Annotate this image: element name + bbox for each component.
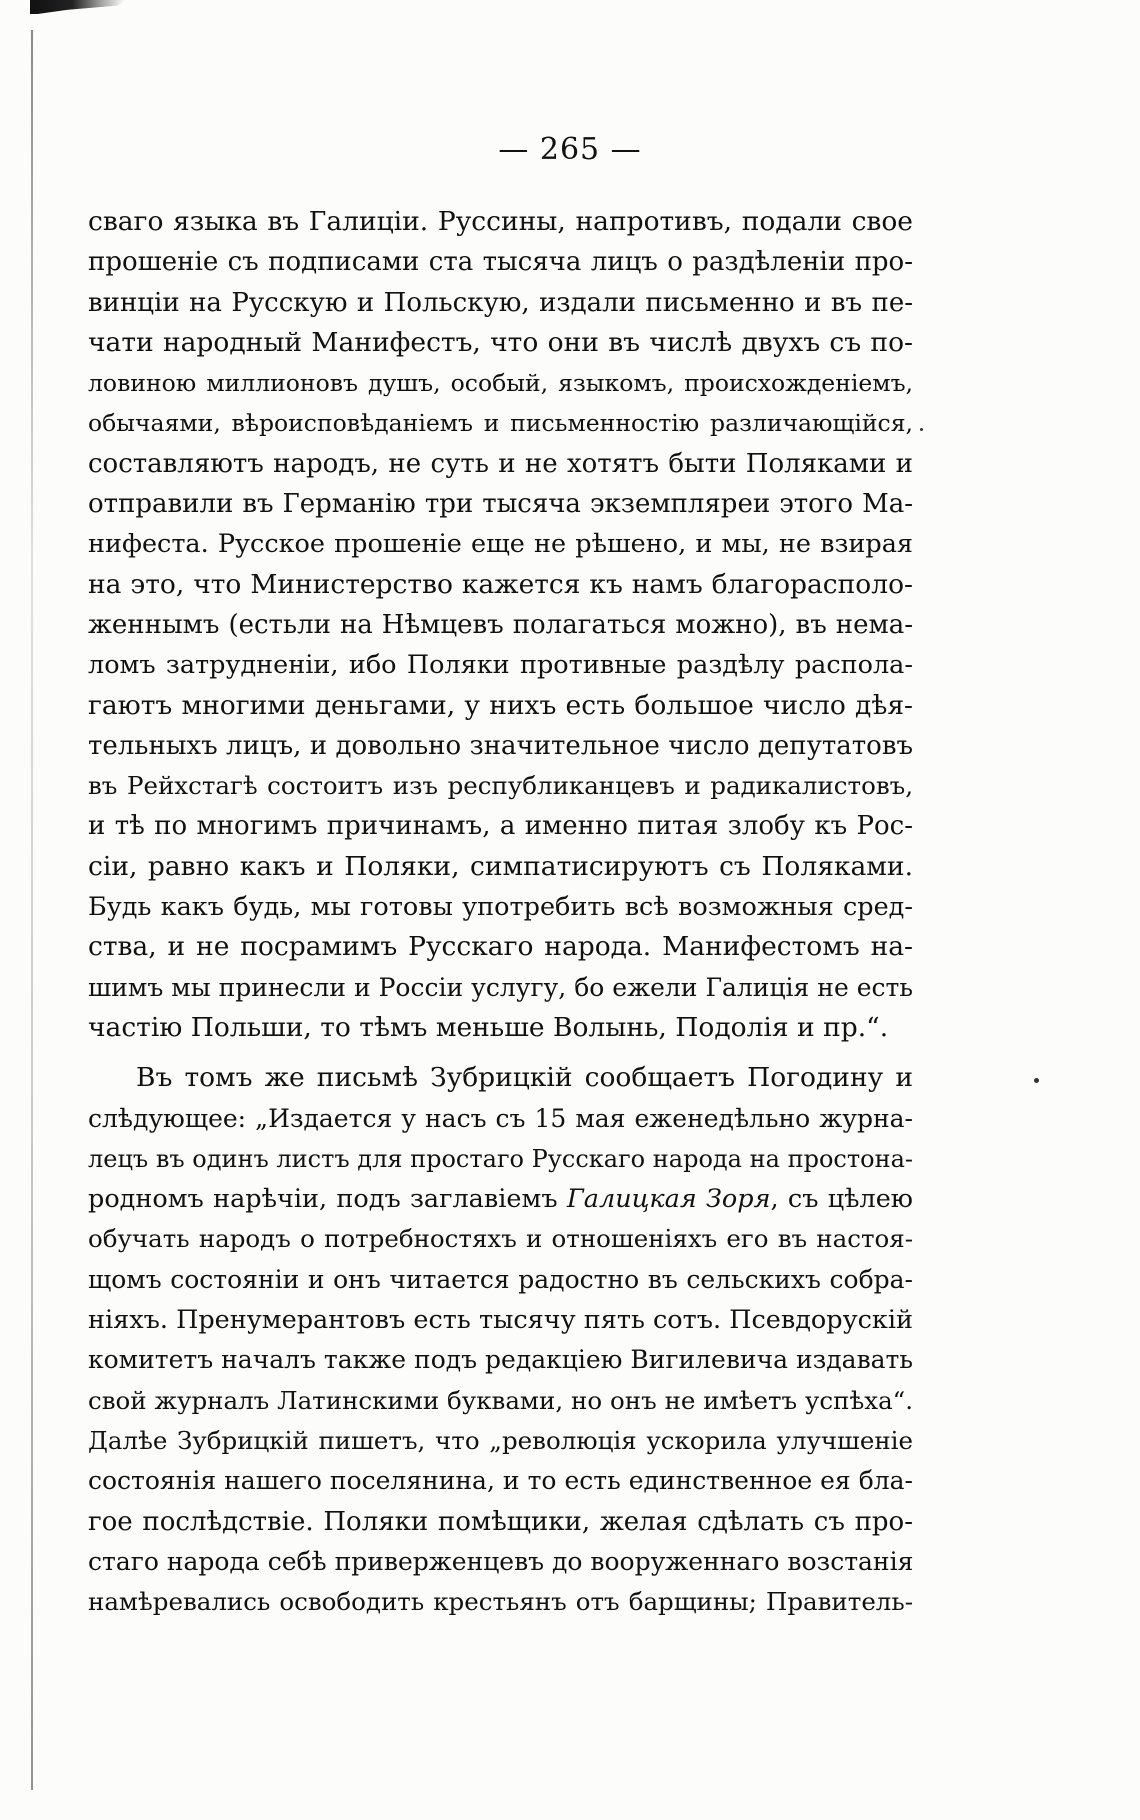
text-line-with-title bbox=[88, 1179, 913, 1219]
text-line: обычаями, вѣроисповѣданіемъ и письменностію различающійся, bbox=[88, 409, 913, 438]
text-line: Въ томъ же письмѣ Зубрицкій сообщаетъ Погодину и bbox=[136, 1062, 913, 1094]
text-line: щомъ состояніи и онъ читается радостно въ сельскихъ собра- bbox=[88, 1264, 913, 1294]
paragraph bbox=[88, 1058, 913, 1622]
newspaper-title: Галицкая Зоря bbox=[566, 1184, 771, 1215]
paragraph bbox=[88, 202, 913, 1048]
text-line: шимъ мы принесли и Россіи услугу, бо ежели Галиція не есть bbox=[88, 972, 913, 1002]
body-text bbox=[88, 202, 913, 1622]
text-line: слѣдующее: „Издается у насъ съ 15 мая еженедѣльно журна- bbox=[88, 1103, 913, 1133]
text-line: отправили въ Германію три тысяча экземпляреи этого Ма- bbox=[88, 489, 913, 520]
text-line: комитетъ началъ также подъ редакціею Вигилевича издавать bbox=[88, 1345, 913, 1375]
text-line: на это, что Министерство кажется къ намъ благорасполо- bbox=[88, 568, 913, 600]
text-line: сваго языка въ Галиціи. Руссины, напротивъ, подали свое bbox=[88, 206, 913, 237]
text-line: намѣревались освободить крестьянъ отъ барщины; Правитель- bbox=[88, 1587, 913, 1617]
scan-speck bbox=[920, 428, 923, 431]
text-line: обучать народъ о потребностяхъ и отношеніяхъ его въ настоя- bbox=[88, 1224, 913, 1254]
text-line: лецъ въ одинъ листъ для простаго Русскаго народа на простона- bbox=[88, 1144, 913, 1173]
text-line: женнымъ (естьли на Нѣмцевъ полагаться можно), въ нема- bbox=[88, 609, 913, 640]
text-line: и тѣ по многимъ причинамъ, а именно питая злобу къ Рос- bbox=[88, 811, 913, 842]
text-line: ловиною миллионовъ душъ, особый, языкомъ, происхожденіемъ, bbox=[88, 369, 913, 398]
text-line: ніяхъ. Пренумерантовъ есть тысячу пять сотъ. Псевдорускій bbox=[88, 1305, 913, 1336]
text-line: составляютъ народъ, не суть и не хотятъ быти Поляками и bbox=[88, 448, 913, 479]
line-lead: родномъ нарѣчіи, подъ заглавіемъ bbox=[88, 1184, 558, 1215]
text-line: чати народный Манифестъ, что они въ числѣ двухъ съ по- bbox=[88, 326, 913, 358]
text-line: нифеста. Русское прошеніе еще не рѣшено, и мы, не взирая bbox=[88, 529, 913, 560]
scan-edge-line bbox=[31, 30, 33, 1790]
text-line: въ Рейхстагѣ состоитъ изъ республиканцевъ и радикалистовъ, bbox=[88, 771, 913, 801]
line-tail: , съ цѣлею bbox=[770, 1184, 913, 1215]
text-line: гое послѣдствіе. Поляки помѣщики, желая сдѣлать съ про- bbox=[88, 1506, 913, 1537]
page-number: — 265 — bbox=[498, 132, 642, 167]
text-line: Далѣе Зубрицкій пишетъ, что „революція ускорила улучшеніе bbox=[88, 1425, 913, 1455]
scan-speck bbox=[1034, 1078, 1039, 1083]
scan-smudge-top bbox=[30, 0, 125, 14]
text-line: Будь какъ будь, мы готовы употребить всѣ возможныя сред- bbox=[88, 892, 913, 923]
text-line: прошеніе съ подписами ста тысяча лицъ о раздѣленіи про- bbox=[88, 247, 913, 278]
text-line: ства, и не посрамимъ Русскаго народа. Манифестомъ на- bbox=[88, 931, 913, 963]
text-line: ломъ затрудненіи, ибо Поляки противные раздѣлу распола- bbox=[88, 650, 913, 681]
text-line: частію Польши, то тѣмъ меньше Волынь, Подолія и пр.“. bbox=[88, 1011, 889, 1043]
text-line: винціи на Русскую и Польскую, издали письменно и въ пе- bbox=[88, 287, 913, 318]
text-line: стаго народа себѣ приверженцевъ до вооруженнаго возстанія bbox=[88, 1546, 913, 1576]
text-line: гаютъ многими деньгами, у нихъ есть большое число дѣя- bbox=[88, 689, 913, 721]
text-line: состоянія нашего поселянина, и то есть единственное ея бла- bbox=[88, 1466, 913, 1496]
text-line: тельныхъ лицъ, и довольно значительное число депутатовъ bbox=[88, 730, 913, 761]
text-line: свой журналъ Латинскими буквами, но онъ не имѣетъ успѣха“. bbox=[88, 1385, 913, 1415]
text-line: сіи, равно какъ и Поляки, симпатисируютъ съ Поляками. bbox=[88, 850, 913, 882]
